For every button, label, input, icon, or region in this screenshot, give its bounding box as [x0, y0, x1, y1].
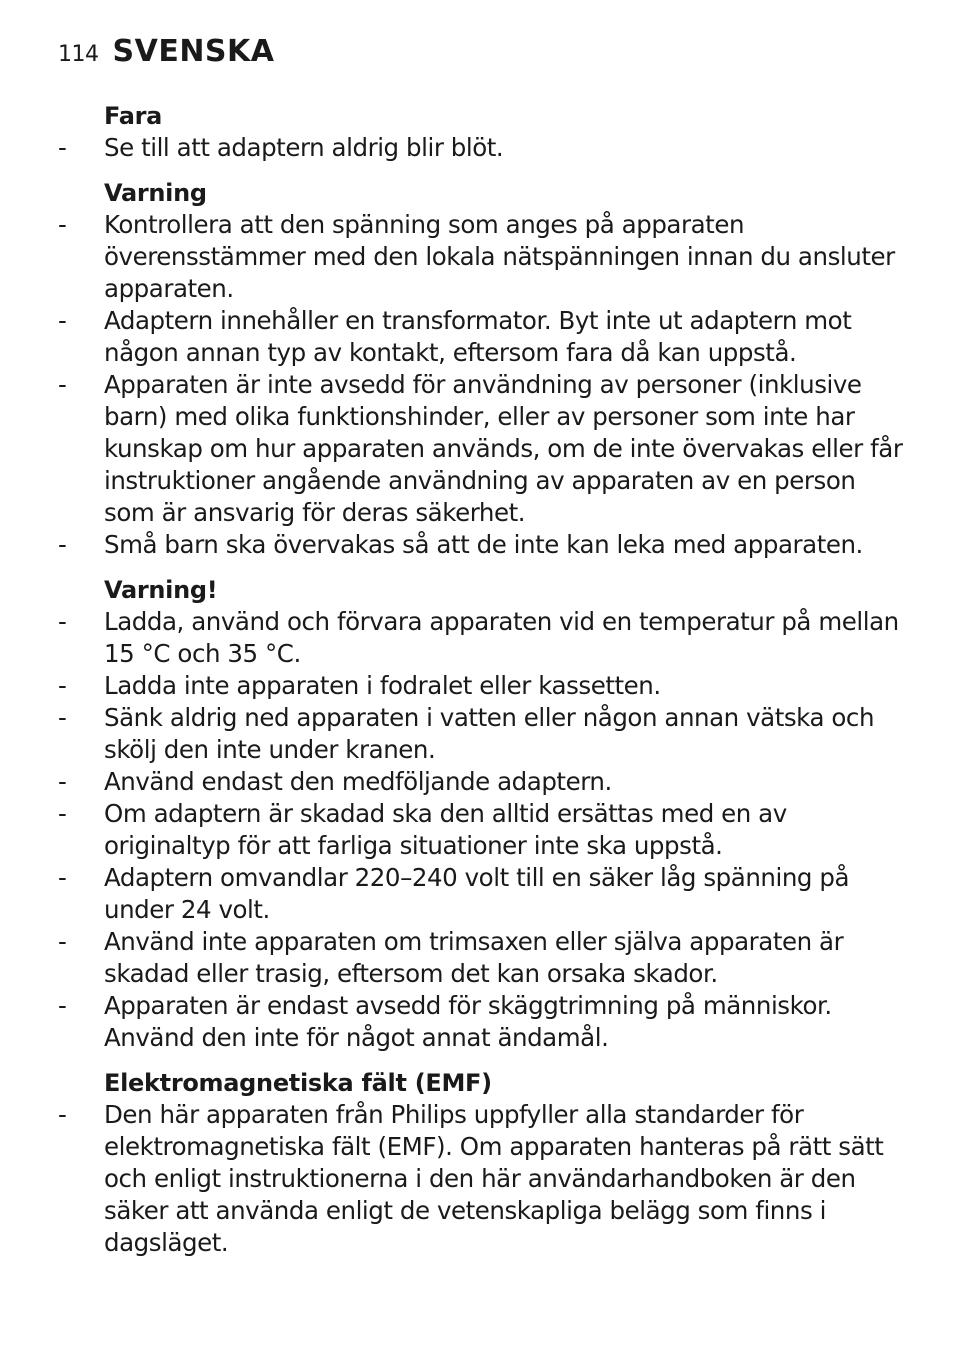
- bullet-dash: -: [58, 767, 67, 796]
- list-item-text: Apparaten är endast avsedd för skäggtrimning på människor. Använd den inte för något annat ändamål.: [104, 991, 832, 1052]
- list-item: [56, 862, 906, 926]
- list-item-text: Apparaten är inte avsedd för användning av personer (inklusive barn) med olika funktionshinder, eller av personer som inte har kunskap om hur apparaten används, om de inte övervakas eller får instruktioner angående användning av apparaten av en person som är ansvarig för deras säkerhet.: [104, 370, 903, 527]
- page-header: [58, 34, 275, 69]
- page-number: 114: [58, 42, 99, 67]
- list-item-text: Ladda, använd och förvara apparaten vid en temperatur på mellan 15 °C och 35 °C.: [104, 607, 899, 668]
- section-emf: [56, 1067, 906, 1259]
- section-varning: [56, 177, 906, 561]
- list-item: [56, 209, 906, 305]
- list-item: [56, 798, 906, 862]
- bullet-dash: -: [58, 306, 67, 335]
- bullet-dash: -: [58, 607, 67, 636]
- list-item-text: Den här apparaten från Philips uppfyller alla standarder för elektromagnetiska fält (EMF). Om apparaten hanteras på rätt sätt och enligt instruktionerna i den här användarhandboken är den säker att använda enligt de vetenskapliga belägg som finns i dagsläget.: [104, 1100, 884, 1257]
- bullet-dash: -: [58, 863, 67, 892]
- section-title: Fara: [104, 102, 163, 130]
- list-item-text: Adaptern innehåller en transformator. Byt inte ut adaptern mot någon annan typ av kontakt, eftersom fara då kan uppstå.: [104, 306, 852, 367]
- list-item-text: Se till att adaptern aldrig blir blöt.: [104, 133, 504, 162]
- language-title: SVENSKA: [112, 34, 275, 69]
- bullet-dash: -: [58, 927, 67, 956]
- bullet-dash: -: [58, 799, 67, 828]
- list-item-text: Adaptern omvandlar 220–240 volt till en säker låg spänning på under 24 volt.: [104, 863, 850, 924]
- document-body: [56, 100, 906, 1272]
- list-item: [56, 132, 906, 164]
- list-item-text: Kontrollera att den spänning som anges på apparaten överensstämmer med den lokala nätspänningen innan du ansluter apparaten.: [104, 210, 895, 303]
- list-item-text: Använd inte apparaten om trimsaxen eller själva apparaten är skadad eller trasig, eftersom det kan orsaka skador.: [104, 927, 844, 988]
- section-fara: [56, 100, 906, 164]
- list-item: [56, 926, 906, 990]
- list-item: [56, 606, 906, 670]
- list-item: [56, 766, 906, 798]
- section-title: Varning: [104, 179, 207, 207]
- list-item-text: Sänk aldrig ned apparaten i vatten eller någon annan vätska och skölj den inte under kranen.: [104, 703, 875, 764]
- list-item-text: Små barn ska övervakas så att de inte kan leka med apparaten.: [104, 530, 863, 559]
- bullet-dash: -: [58, 1100, 67, 1129]
- list-item-text: Ladda inte apparaten i fodralet eller kassetten.: [104, 671, 661, 700]
- bullet-dash: -: [58, 210, 67, 239]
- bullet-dash: -: [58, 703, 67, 732]
- list-item-text: Om adaptern är skadad ska den alltid ersättas med en av originaltyp för att farliga situationer inte ska uppstå.: [104, 799, 787, 860]
- section-varning-exclaim: [56, 574, 906, 1054]
- section-title: Elektromagnetiska fält (EMF): [104, 1069, 492, 1097]
- list-item: [56, 369, 906, 529]
- list-item: [56, 702, 906, 766]
- bullet-dash: -: [58, 133, 67, 162]
- list-item: [56, 990, 906, 1054]
- bullet-dash: -: [58, 671, 67, 700]
- bullet-dash: -: [58, 991, 67, 1020]
- bullet-dash: -: [58, 530, 67, 559]
- bullet-dash: -: [58, 370, 67, 399]
- list-item-text: Använd endast den medföljande adaptern.: [104, 767, 612, 796]
- list-item: [56, 529, 906, 561]
- list-item: [56, 670, 906, 702]
- list-item: [56, 305, 906, 369]
- section-title: Varning!: [104, 576, 218, 604]
- list-item: [56, 1099, 906, 1259]
